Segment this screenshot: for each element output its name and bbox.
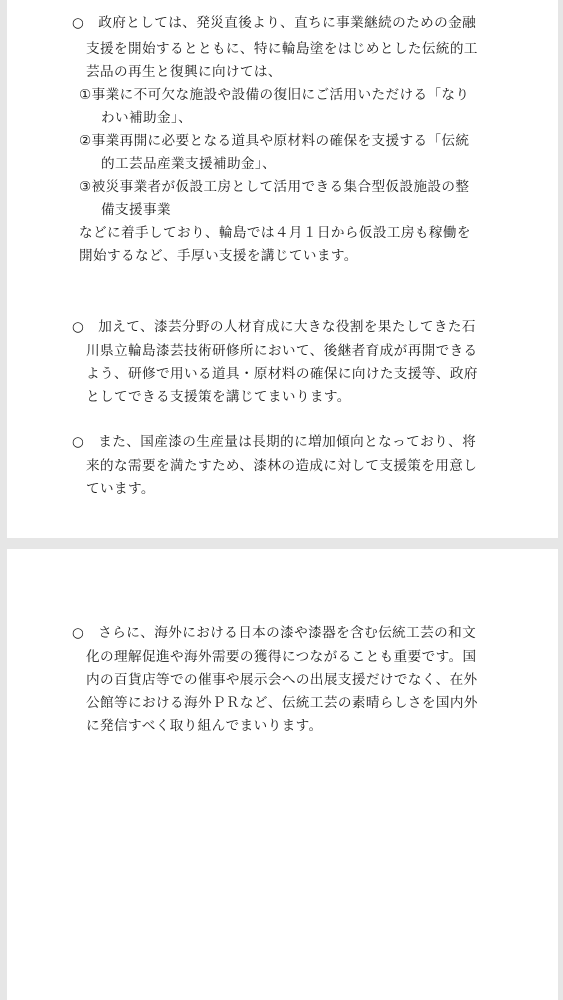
- text-line: としてできる支援策を講じてまいります。: [86, 389, 351, 405]
- text-line: ○ 加えて、漆芸分野の人材育成に大きな役割を果たしてきた石: [72, 319, 476, 335]
- text-line: 芸品の再生と復興に向けては、: [86, 64, 282, 80]
- text-line: よう、研修で用いる道具・原材料の確保に向けた支援等、政府: [86, 366, 478, 382]
- document-page-1: [7, 0, 558, 538]
- text-line: 備支援事業: [101, 202, 171, 218]
- text-line: ③被災事業者が仮設工房として活用できる集合型仮設施設の整: [79, 179, 470, 195]
- text-line: ②事業再開に必要となる道具や原材料の確保を支援する「伝統: [79, 133, 470, 149]
- text-line: ○ また、国産漆の生産量は長期的に増加傾向となっており、将: [72, 434, 477, 450]
- text-line: 来的な需要を満たすため、漆林の造成に対して支援策を用意し: [86, 458, 478, 474]
- document-page-2: [7, 549, 558, 1000]
- text-line: 川県立輪島漆芸技術研修所において、後継者育成が再開できる: [86, 343, 478, 359]
- text-line: 的工芸品産業支援補助金」、: [101, 156, 277, 172]
- text-line: ています。: [86, 481, 155, 497]
- text-line: ○ さらに、海外における日本の漆や漆器を含む伝統工芸の和文: [72, 625, 477, 641]
- text-line: 化の理解促進や海外需要の獲得につながることも重要です。国: [86, 649, 477, 665]
- text-line: 公館等における海外ＰＲなど、伝統工芸の素晴らしさを国内外: [86, 695, 478, 711]
- text-line: 支援を開始するとともに、特に輪島塗をはじめとした伝統的工: [86, 41, 478, 57]
- text-line: に発信すべく取り組んでまいります。: [86, 718, 323, 734]
- text-line: などに着手しており、輪島では４月１日から仮設工房も稼働を: [79, 225, 471, 241]
- text-line: わい補助金」、: [101, 110, 193, 126]
- text-line: ①事業に不可欠な施設や設備の復旧にご活用いただける「なり: [79, 87, 470, 103]
- text-line: 開始するなど、手厚い支援を講じています。: [79, 248, 358, 264]
- text-line: ○ 政府としては、発災直後より、直ちに事業継続のための金融: [72, 15, 477, 31]
- text-line: 内の百貨店等での催事や展示会への出展支援だけでなく、在外: [86, 672, 478, 688]
